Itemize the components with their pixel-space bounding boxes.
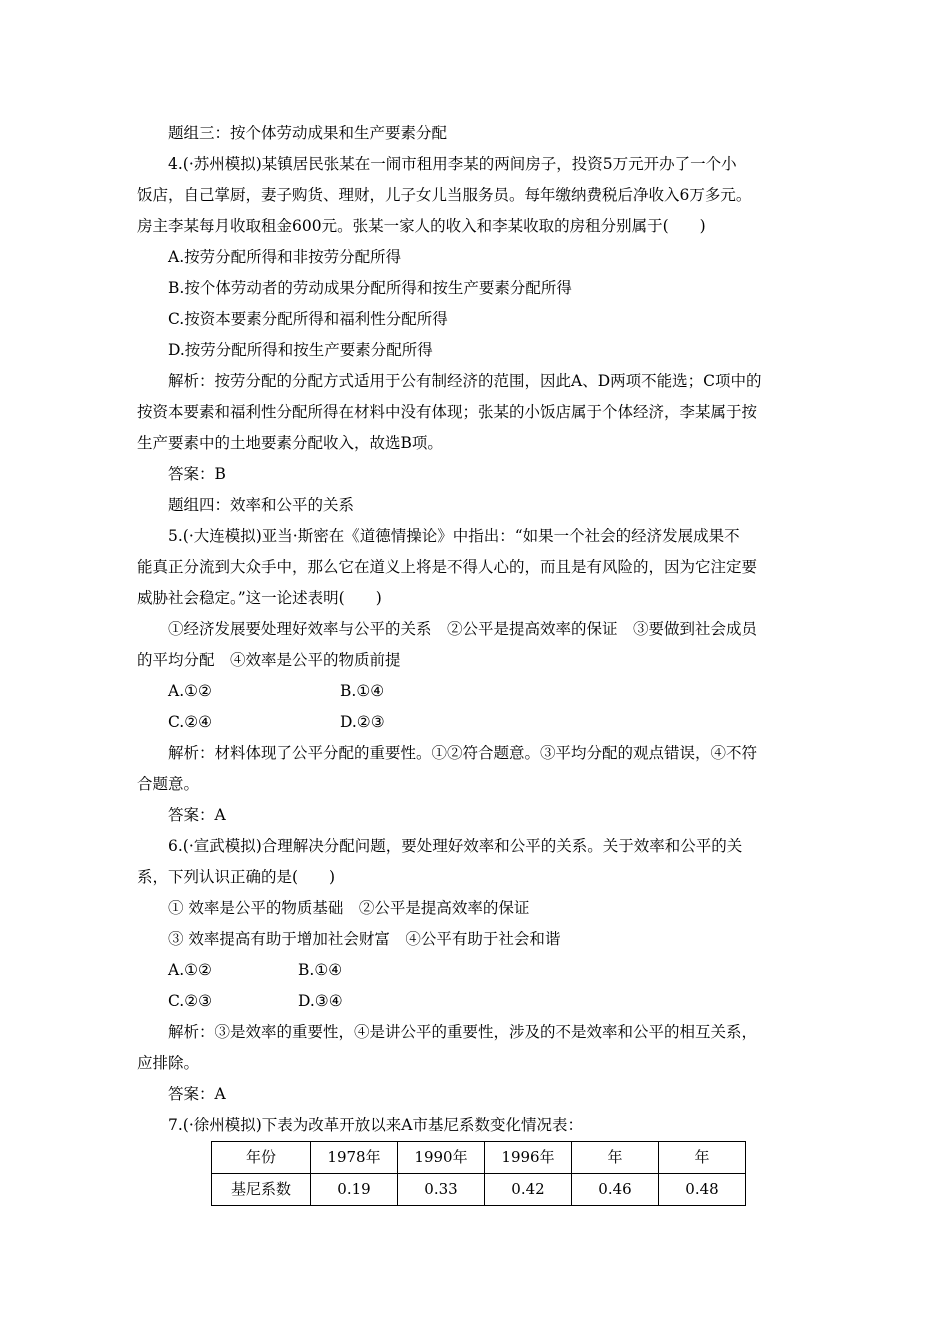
option-d: D.③④ xyxy=(298,992,343,1010)
table-cell: 年 xyxy=(659,1142,746,1174)
question-stem: 能真正分流到大众手中，那么它在道义上将是不得人心的，而且是有风险的，因为它注定要 xyxy=(137,558,758,576)
options-row xyxy=(137,707,813,738)
question-stem: 饭店，自己掌厨，妻子购货、理财，儿子女儿当服务员。每年缴纳费税后净收入6万多元。 xyxy=(137,186,752,204)
table-cell: 1978年 xyxy=(311,1142,398,1174)
section-heading: 题组三：按个体劳动成果和生产要素分配 xyxy=(168,124,448,142)
question-stem: 5.(·大连模拟)亚当·斯密在《道德情操论》中指出：“如果一个社会的经济发展成果不 xyxy=(168,527,740,545)
table-cell: 0.48 xyxy=(659,1174,746,1206)
statements-text: ① 效率是公平的物质基础 ②公平是提高效率的保证 xyxy=(168,899,530,917)
option-c: C.②④ xyxy=(168,713,213,731)
table-row xyxy=(212,1174,746,1206)
option-a: A.①② xyxy=(168,961,212,979)
option-a: A.按劳分配所得和非按劳分配所得 xyxy=(168,248,402,266)
table-cell: 0.19 xyxy=(311,1174,398,1206)
analysis-text: 解析：材料体现了公平分配的重要性。①②符合题意。③平均分配的观点错误，④不符 xyxy=(168,744,758,762)
table-header-row xyxy=(212,1142,746,1174)
document-body xyxy=(137,118,813,1141)
option-b: B.①④ xyxy=(340,682,385,700)
section-heading: 题组四：效率和公平的关系 xyxy=(168,496,355,514)
table-cell: 0.42 xyxy=(485,1174,572,1206)
options-row xyxy=(137,986,813,1017)
option-b: B.按个体劳动者的劳动成果分配所得和按生产要素分配所得 xyxy=(168,279,572,297)
statements-text: ①经济发展要处理好效率与公平的关系 ②公平是提高效率的保证 ③要做到社会成员 xyxy=(168,620,758,638)
question-stem: 6.(·宣武模拟)合理解决分配问题，要处理好效率和公平的关系。关于效率和公平的关 xyxy=(168,837,743,855)
table-cell: 0.33 xyxy=(398,1174,485,1206)
analysis-text: 解析：按劳分配的分配方式适用于公有制经济的范围，因此A、D两项不能选；C项中的 xyxy=(168,372,762,390)
table-cell: 基尼系数 xyxy=(212,1174,311,1206)
option-c: C.按资本要素分配所得和福利性分配所得 xyxy=(168,310,448,328)
answer-text: 答案：A xyxy=(168,806,226,824)
question-stem: 房主李某每月收取租金600元。张某一家人的收入和李某收取的房租分别属于( ) xyxy=(137,217,706,235)
analysis-text: 生产要素中的土地要素分配收入，故选B项。 xyxy=(137,434,443,452)
question-stem: 4.(·苏州模拟)某镇居民张某在一闹市租用李某的两间房子，投资5万元开办了一个小 xyxy=(168,155,737,173)
table-cell: 年份 xyxy=(212,1142,311,1174)
question-stem: 系，下列认识正确的是( ) xyxy=(137,868,336,886)
table-cell: 1996年 xyxy=(485,1142,572,1174)
answer-text: 答案：B xyxy=(168,465,226,483)
analysis-text: 合题意。 xyxy=(137,775,200,793)
analysis-text: 按资本要素和福利性分配所得在材料中没有体现；张某的小饭店属于个体经济，李某属于按 xyxy=(137,403,758,421)
option-d: D.②③ xyxy=(340,713,385,731)
option-b: B.①④ xyxy=(298,961,343,979)
answer-text: 答案：A xyxy=(168,1085,226,1103)
question-stem: 7.(·徐州模拟)下表为改革开放以来A市基尼系数变化情况表： xyxy=(168,1116,584,1134)
analysis-text: 应排除。 xyxy=(137,1054,200,1072)
statements-text: ③ 效率提高有助于增加社会财富 ④公平有助于社会和谐 xyxy=(168,930,561,948)
statements-text: 的平均分配 ④效率是公平的物质前提 xyxy=(137,651,401,669)
table-cell: 1990年 xyxy=(398,1142,485,1174)
options-row xyxy=(137,676,813,707)
option-d: D.按劳分配所得和按生产要素分配所得 xyxy=(168,341,433,359)
options-row xyxy=(137,955,813,986)
question-stem: 威胁社会稳定。”这一论述表明( ) xyxy=(137,589,382,607)
table-cell: 0.46 xyxy=(572,1174,659,1206)
option-a: A.①② xyxy=(168,682,212,700)
option-c: C.②③ xyxy=(168,992,213,1010)
gini-table xyxy=(211,1141,746,1206)
table-cell: 年 xyxy=(572,1142,659,1174)
analysis-text: 解析：③是效率的重要性，④是讲公平的重要性，涉及的不是效率和公平的相互关系， xyxy=(168,1023,758,1041)
